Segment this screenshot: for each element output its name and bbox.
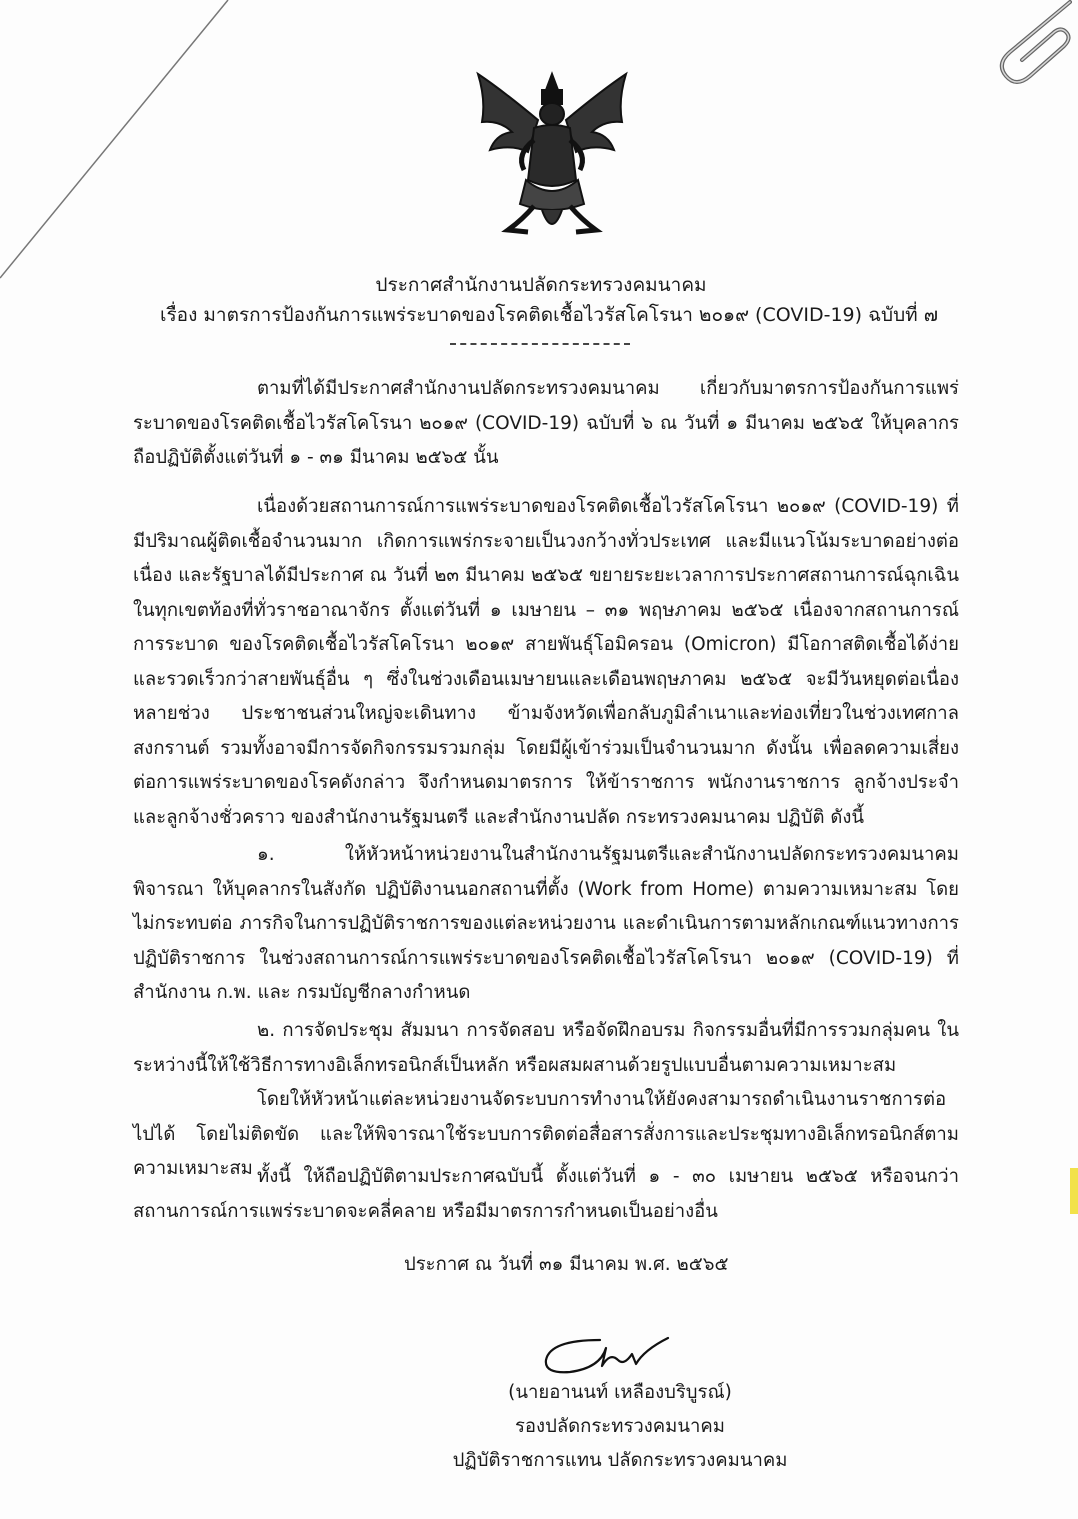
- paragraph-background: [133, 372, 959, 476]
- scan-fold-line: [0, 0, 230, 280]
- signatory-acting: ปฏิบัติราชการแทน ปลัดกระทรวงคมนาคม: [452, 1450, 788, 1471]
- highlighter-mark: [1070, 1168, 1078, 1214]
- handwritten-signature: [540, 1330, 680, 1380]
- measure-1: [133, 838, 959, 1011]
- announcement-title: ประกาศสำนักงานปลัดกระทรวงคมนาคม: [375, 274, 707, 296]
- measure-2: [133, 1014, 959, 1083]
- paperclip-icon: [992, 0, 1072, 90]
- signatory-position: รองปลัดกระทรวงคมนาคม: [515, 1416, 725, 1437]
- announcement-subject: เรื่อง มาตรการป้องกันการแพร่ระบาดของโรคติดเชื้อไวรัสโคโรนา ๒๐๑๙ (COVID-19) ฉบับที่ ๗: [159, 304, 938, 326]
- paragraph-text: ๒. การจัดประชุม สัมมนา การจัดสอบ หรือจัดฝึกอบรม กิจกรรมอื่นที่มีการรวมกลุ่มคน ในระหว่างนี้ให้ใช้วิธีการทางอิเล็กทรอนิกส์เป็นหลัก หรือผสมผสานด้วยรูปแบบอื่นตามความเหมาะสม: [133, 1020, 959, 1076]
- garuda-emblem-icon: [472, 70, 632, 240]
- paragraph-text: ตามที่ได้มีประกาศสำนักงานปลัดกระทรวงคมนาคม เกี่ยวกับมาตรการป้องกันการแพร่ระบาดของโรคติดเชื้อไวรัสโคโรนา ๒๐๑๙ (COVID-19) ฉบับที่ ๖ ณ วันที่ ๑ มีนาคม ๒๕๖๕ ให้บุคลากรถือปฏิบัติตั้งแต่วันที่ ๑ - ๓๑ มีนาคม ๒๕๖๕ นั้น: [133, 378, 959, 468]
- paragraph-text: ๑. ให้หัวหน้าหน่วยงานในสำนักงานรัฐมนตรีและสำนักงานปลัดกระทรวงคมนาคม พิจารณา ให้บุคลากรในสังกัด ปฏิบัติงานนอกสถานที่ตั้ง (Work from Home) ตามความเหมาะสม โดยไม่กระทบต่อ ภารกิจในการปฏิบัติราชการของแต่ละหน่วยงาน และดำเนินการตามหลักเกณฑ์แนวทางการปฏิบัติราชการ ในช่วงสถานการณ์การแพร่ระบาดของโรคติดเชื้อไวรัสโคโรนา ๒๐๑๙ (COVID-19) ที่สำนักงาน ก.พ. และ กรมบัญชีกลางกำหนด: [133, 844, 959, 1003]
- paragraph-situation: [133, 490, 959, 835]
- paragraph-text: เนื่องด้วยสถานการณ์การแพร่ระบาดของโรคติดเชื้อไวรัสโคโรนา ๒๐๑๙ (COVID-19) ที่มีปริมาณผู้ติดเชื้อจำนวนมาก เกิดการแพร่กระจายเป็นวงกว้างทั่วประเทศ และมีแนวโน้มระบาดอย่างต่อเนื่อง และรัฐบาลได้มีประกาศ ณ วันที่ ๒๓ มีนาคม ๒๕๖๕ ขยายระยะเวลาการประกาศสถานการณ์ฉุกเฉิน ในทุกเขตท้องที่ทั่วราชอาณาจักร ตั้งแต่วันที่ ๑ เมษายน – ๓๑ พฤษภาคม ๒๕๖๕ เนื่องจากสถานการณ์การระบาด ของโรคติดเชื้อไวรัสโคโรนา ๒๐๑๙ สายพันธุ์โอมิครอน (Omicron) มีโอกาสติดเชื้อได้ง่ายและรวดเร็วกว่าสายพันธุ์อื่น ๆ ซึ่งในช่วงเดือนเมษายนและเดือนพฤษภาคม ๒๕๖๕ จะมีวันหยุดต่อเนื่องหลายช่วง ประชาชนส่วนใหญ่จะเดินทาง ข้ามจังหวัดเพื่อกลับภูมิลำเนาและท่องเที่ยวในช่วงเทศกาลสงกรานต์ รวมทั้งอาจมีการจัดกิจกรรมรวมกลุ่ม โดยมีผู้เข้าร่วมเป็นจำนวนมาก ดังนั้น เพื่อลดความเสี่ยงต่อการแพร่ระบาดของโรคดังกล่าว จึงกำหนดมาตรการ ให้ข้าราชการ พนักงานราชการ ลูกจ้างประจำ และลูกจ้างชั่วคราว ของสำนักงานรัฐมนตรี และสำนักงานปลัด กระทรวงคมนาคม ปฏิบัติ ดังนี้: [133, 496, 959, 828]
- paragraph-text: โดยให้หัวหน้าแต่ละหน่วยงานจัดระบบการทำงานให้ยังคงสามารถดำเนินงานราชการต่อไปได้ โดยไม่ติดขัด และให้พิจารณาใช้ระบบการติดต่อสื่อสารสั่งการและประชุมทางอิเล็กทรอนิกส์ตามความเหมาะสม: [133, 1089, 959, 1179]
- paragraph-text: ทั้งนี้ ให้ถือปฏิบัติตามประกาศฉบับนี้ ตั้งแต่วันที่ ๑ - ๓๐ เมษายน ๒๕๖๕ หรือจนกว่า สถานการณ์การแพร่ระบาดจะคลี่คลาย หรือมีมาตรการกำหนดเป็นอย่างอื่น: [133, 1166, 959, 1222]
- signatory-block: [440, 1376, 800, 1478]
- signatory-name: (นายอานนท์ เหลืองบริบูรณ์): [508, 1382, 732, 1403]
- announcement-date: ประกาศ ณ วันที่ ๓๑ มีนาคม พ.ศ. ๒๕๖๕: [404, 1254, 729, 1275]
- paragraph-effective-period: [133, 1160, 959, 1229]
- title-divider: [450, 343, 630, 345]
